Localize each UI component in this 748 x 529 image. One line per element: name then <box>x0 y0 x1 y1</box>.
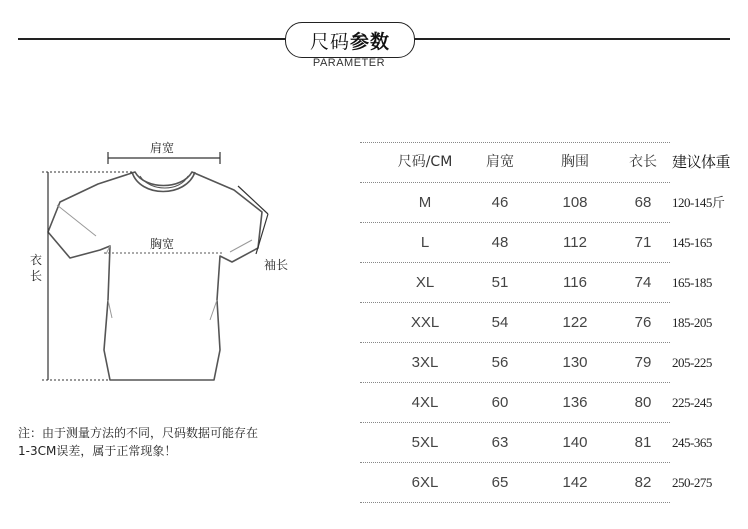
length-cell: 74 <box>634 274 652 291</box>
length-cell: 80 <box>634 394 652 411</box>
size-cell: L <box>420 234 430 251</box>
size-cell: 5XL <box>411 434 439 451</box>
page-subtitle: PARAMETER <box>312 57 386 69</box>
shoulder-label: 肩宽 <box>150 141 175 155</box>
shoulder-cell: 56 <box>491 354 509 371</box>
weight-cell: 185-205 <box>672 315 712 330</box>
length-label: 衣长 <box>29 253 42 283</box>
chest-label: 胸宽 <box>150 237 175 251</box>
size-cell: XXL <box>410 314 440 331</box>
chest-cell: 116 <box>563 274 587 291</box>
shoulder-cell: 54 <box>491 314 509 331</box>
length-cell: 81 <box>634 434 652 451</box>
chest-cell: 140 <box>562 434 588 451</box>
chest-cell: 122 <box>562 314 588 331</box>
weight-cell: 145-165 <box>672 235 712 250</box>
header-weight: 建议体重 <box>672 153 731 171</box>
weight-cell: 245-365 <box>672 435 712 450</box>
size-cell: 6XL <box>411 474 439 491</box>
length-cell: 71 <box>634 234 652 251</box>
note-line-1: 注：由于测量方法的不同，尺码数据可能存在 <box>18 426 259 440</box>
title-part-1: 尺码 <box>309 30 350 53</box>
weight-cell: 205-225 <box>672 355 712 370</box>
shoulder-cell: 46 <box>491 194 509 211</box>
chest-cell: 130 <box>562 354 588 371</box>
measurement-note <box>18 424 318 460</box>
tshirt-outline-icon <box>48 172 262 380</box>
weight-cell: 225-245 <box>672 395 712 410</box>
table-row <box>360 463 736 502</box>
shoulder-cell: 63 <box>491 434 509 451</box>
header-length: 衣长 <box>629 154 657 170</box>
table-row <box>360 383 736 422</box>
header-chest: 胸围 <box>561 154 589 170</box>
table-divider <box>360 502 670 503</box>
length-cell: 68 <box>634 194 652 211</box>
shoulder-cell: 51 <box>491 274 509 291</box>
shoulder-cell: 60 <box>491 394 509 411</box>
table-row <box>360 343 736 382</box>
shoulder-cell: 48 <box>491 234 509 251</box>
chest-cell: 136 <box>562 394 588 411</box>
size-cell: M <box>418 194 432 211</box>
note-line-2: 1-3CM误差，属于正常现象！ <box>18 444 177 458</box>
table-header-row <box>360 143 736 182</box>
weight-cell: 120-145斤 <box>672 195 725 210</box>
shoulder-cell: 65 <box>491 474 509 491</box>
length-cell: 76 <box>634 314 652 331</box>
length-dimension <box>42 172 134 380</box>
size-cell: 3XL <box>411 354 439 371</box>
table-row <box>360 223 736 262</box>
sleeve-label: 袖长 <box>264 258 289 272</box>
chest-cell: 112 <box>563 234 587 251</box>
weight-cell: 250-275 <box>672 475 712 490</box>
title-part-2: 参数 <box>350 30 391 53</box>
table-row <box>360 183 736 222</box>
chest-cell: 108 <box>562 194 588 211</box>
length-cell: 82 <box>634 474 652 491</box>
weight-cell: 165-185 <box>672 275 712 290</box>
header-shoulder: 肩宽 <box>486 154 514 170</box>
header-size: 尺码/CM <box>397 154 453 170</box>
size-cell: 4XL <box>411 394 439 411</box>
table-row <box>360 303 736 342</box>
length-cell: 79 <box>634 354 652 371</box>
table-row <box>360 423 736 462</box>
table-row <box>360 263 736 302</box>
chest-cell: 142 <box>562 474 588 491</box>
size-table <box>360 142 736 503</box>
size-cell: XL <box>415 274 435 291</box>
